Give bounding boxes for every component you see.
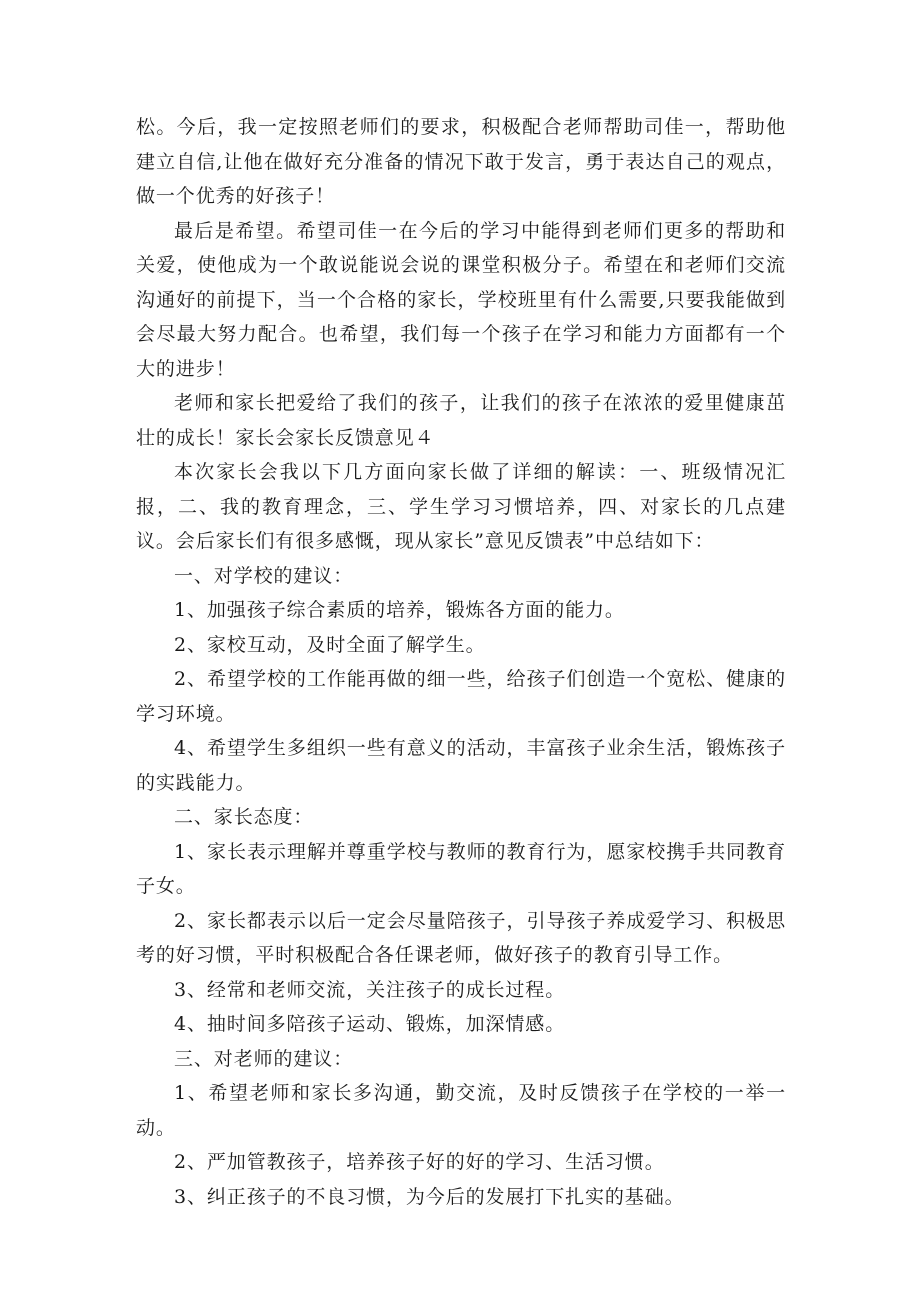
list-item: 2、希望学校的工作能再做的细一些，给孩子们创造一个宽松、健康的学习环境。 [136, 668, 786, 725]
paragraph-hope: 最后是希望。希望司佳一在今后的学习中能得到老师们更多的帮助和关爱，使他成为一个敢说能说会说的课堂积极分子。希望在和老师们交流沟通好的前提下，当一个合格的家长，学校班里有什么需要,只要我能做到会尽最大努力配合。也希望，我们每一个孩子在学习和能力方面都有一个大的进步！ [136, 219, 786, 380]
paragraph-closing: 老师和家长把爱给了我们的孩子，让我们的孩子在浓浓的爱里健康茁壮的成长！家长会家长反馈意见４ [136, 392, 786, 449]
list-item: 2、家校互动，及时全面了解学生。 [174, 633, 486, 656]
list-item: 1、家长表示理解并尊重学校与教师的教育行为，愿家校携手共同教育子女。 [136, 840, 786, 897]
list-item: 1、希望老师和家长多沟通，勤交流，及时反馈孩子在学校的一举一动。 [136, 1082, 786, 1139]
section-heading-school: 一、对学校的建议： [174, 564, 354, 587]
list-item: 2、严加管教孩子，培养孩子好的好的学习、生活习惯。 [174, 1151, 665, 1173]
section-heading-teachers: 三、对老师的建议： [174, 1047, 354, 1070]
paragraph-intro: 本次家长会我以下几方面向家长做了详细的解读：一、班级情况汇报，二、我的教育理念，三、学生学习习惯培养，四、对家长的几点建议。会后家长们有很多感慨，现从家长”意见反馈表”中总结如下： [136, 461, 786, 552]
list-item: 3、经常和老师交流，关注孩子的成长过程。 [174, 978, 566, 1001]
list-item: 2、家长都表示以后一定会尽量陪孩子，引导孩子养成爱学习、积极思考的好习惯，平时积极配合各任课老师，做好孩子的教育引导工作。 [136, 909, 786, 966]
section-heading-parents: 二、家长态度： [174, 806, 314, 828]
paragraph-continuation: 松。今后，我一定按照老师们的要求，积极配合老师帮助司佳一，帮助他建立自信,让他在做好充分准备的情况下敢于发言，勇于表达自己的观点，做一个优秀的好孩子！ [136, 116, 786, 207]
list-item: 4、希望学生多组织一些有意义的活动，丰富孩子业余生活，锻炼孩子的实践能力。 [136, 737, 786, 794]
list-item: 3、纠正孩子的不良习惯，为今后的发展打下扎实的基础。 [174, 1185, 685, 1208]
list-item: 4、抽时间多陪孩子运动、锻炼，加深情感。 [174, 1013, 566, 1035]
list-item: 1、加强孩子综合素质的培养，锻炼各方面的能力。 [174, 599, 625, 621]
